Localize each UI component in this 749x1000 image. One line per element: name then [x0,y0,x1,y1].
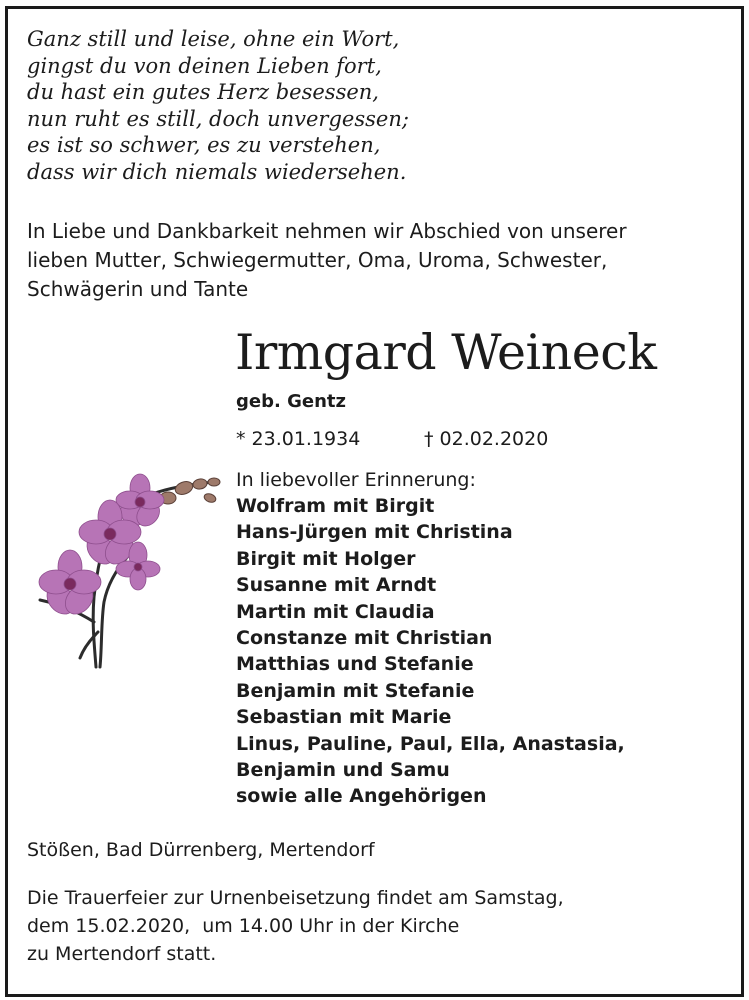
poem [27,26,409,185]
family-member: Linus, Pauline, Paul, Ella, Anastasia, [236,732,625,755]
intro-line: Schwägerin und Tante [27,277,249,301]
family-member: Birgit mit Holger [236,547,416,570]
family-member: Hans-Jürgen mit Christina [236,521,513,544]
ceremony-line: dem 15.02.2020, um 14.00 Uhr in der Kirche [27,915,460,937]
orchid-flowers [39,474,164,619]
family-list [236,493,625,810]
ceremony-info [27,884,564,968]
family-member: Constanze mit Christian [236,626,493,649]
deceased-name: Irmgard Weineck [235,324,657,381]
intro-line: lieben Mutter, Schwiegermutter, Oma, Uroma, Schwester, [27,248,608,272]
family-member: Sebastian mit Marie [236,706,452,729]
poem-line: nun ruht es still, doch unvergessen; [27,106,409,131]
ceremony-line: zu Mertendorf statt. [27,943,217,965]
memory-label: In liebevoller Erinnerung: [236,469,476,491]
intro-text [27,217,717,304]
places: Stößen, Bad Dürrenberg, Mertendorf [27,839,375,861]
poem-line: es ist so schwer, es zu verstehen, [27,133,381,157]
death-date: † 02.02.2020 [424,428,549,450]
family-member: Benjamin mit Stefanie [236,679,475,702]
orchid-buds [160,478,220,504]
family-member: Martin mit Claudia [236,600,435,623]
family-member: Wolfram mit Birgit [236,495,435,517]
poem-line: du hast ein gutes Herz besessen, [27,80,379,104]
poem-line: Ganz still und leise, ohne ein Wort, [27,27,400,51]
ceremony-line: Die Trauerfeier zur Urnenbeisetzung findet am Samstag, [27,887,564,909]
intro-line: In Liebe und Dankbarkeit nehmen wir Abschied von unserer [27,219,627,243]
family-member: sowie alle Angehörigen [236,785,487,808]
family-member: Matthias und Stefanie [236,653,474,676]
poem-line: gingst du von deinen Lieben fort, [27,53,382,78]
birth-date: * 23.01.1934 [236,428,361,450]
family-member: Benjamin und Samu [236,758,450,781]
family-member: Susanne mit Arndt [236,574,437,597]
poem-line: dass wir dich niemals wiedersehen. [27,159,407,184]
orchid-image [28,472,233,672]
maiden-name: geb. Gentz [236,391,346,412]
